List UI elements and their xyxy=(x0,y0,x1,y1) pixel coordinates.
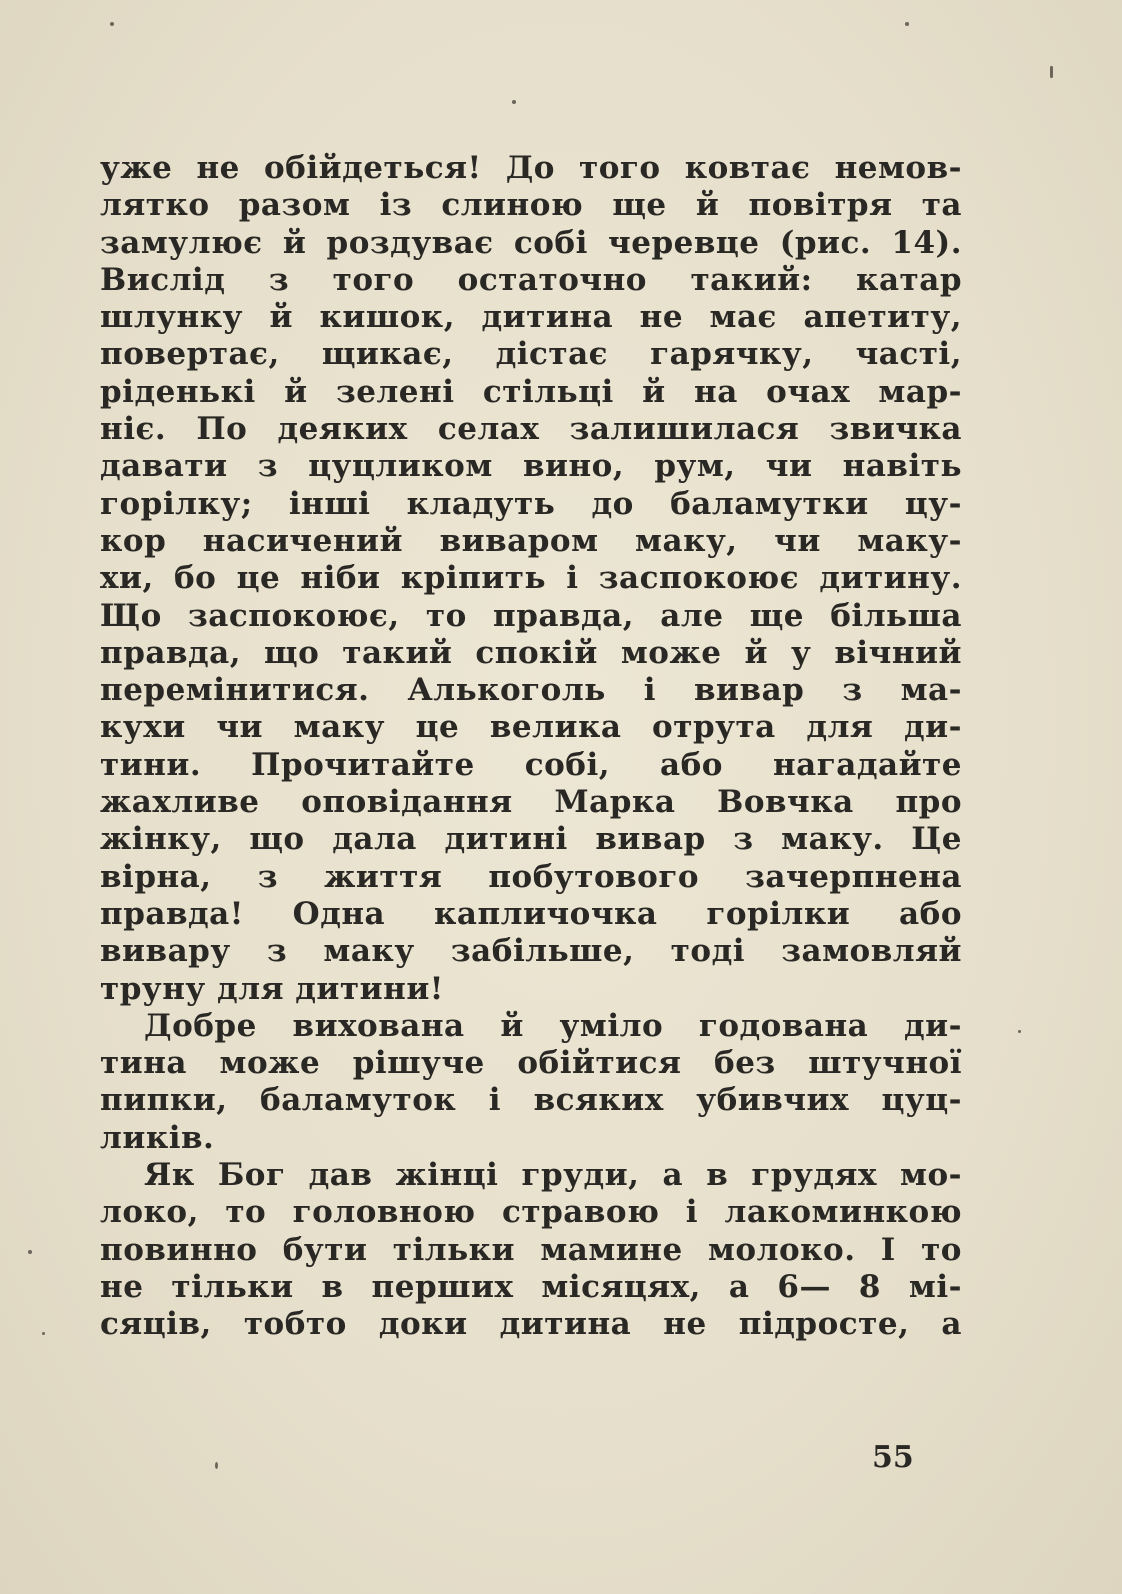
text-line: тина може рішуче обійтися без штучної xyxy=(100,1045,962,1082)
paper-speck xyxy=(110,22,114,26)
text-line: горілку; інші кладуть до баламутки цу- xyxy=(100,485,962,522)
paper-speck xyxy=(28,1250,32,1254)
text-line: ликів. xyxy=(100,1119,215,1156)
text-line: пипки, баламуток і всяких убивчих цуц- xyxy=(100,1082,962,1119)
page-number: 55 xyxy=(872,1440,914,1475)
body-text xyxy=(100,150,962,1344)
text-line: вірна, з життя побутового зачерпнена xyxy=(100,858,962,895)
text-line: повинно бути тільки мамине молоко. І то xyxy=(100,1231,962,1268)
text-line: уже не обійдеться! До того ковтає немов- xyxy=(100,150,962,186)
text-line: жінку, що дала дитині вивар з маку. Це xyxy=(100,821,962,858)
paragraph-start-line: Як Бог дав жінці груди, а в грудях мо- xyxy=(144,1157,962,1194)
text-line: Що заспокоює, то правда, але ще більша xyxy=(100,597,962,634)
text-line: замулює й роздуває собі черевце (рис. 14). xyxy=(100,224,962,261)
text-line: сяців, тобто доки дитина не підросте, а xyxy=(100,1306,962,1343)
paper-speck xyxy=(1018,1030,1021,1033)
text-line: не тільки в перших місяцях, а 6— 8 мі- xyxy=(100,1268,962,1305)
paper-speck xyxy=(42,1332,45,1335)
text-line: труну для дитини! xyxy=(100,970,444,1007)
paper-speck xyxy=(905,22,909,26)
text-line: Вислід з того остаточно такий: катар xyxy=(100,261,962,298)
text-line: ріденькі й зелені стільці й на очах мар- xyxy=(100,373,962,410)
text-line: давати з цуцликом вино, рум, чи навіть xyxy=(100,448,962,485)
text-line: кухи чи маку це велика отрута для ди- xyxy=(100,709,962,746)
paragraph-start-line: Добре вихована й уміло годована ди- xyxy=(144,1007,962,1044)
text-line: перемінитися. Алькоголь і вивар з ма- xyxy=(100,672,962,709)
text-line: кор насичений виваром маку, чи маку- xyxy=(100,522,962,559)
text-line: повертає, щикає, дістає гарячку, часті, xyxy=(100,336,962,373)
text-line: жахливе оповідання Марка Вовчка про xyxy=(100,784,962,821)
text-line: ніє. По деяких селах залишилася звичка xyxy=(100,411,962,448)
paper-speck xyxy=(512,100,516,104)
paper-speck xyxy=(215,1462,218,1469)
text-line: локо, то головною стравою і лакоминкою xyxy=(100,1194,962,1231)
text-line: вивару з маку забільше, тоді замовляй xyxy=(100,933,962,970)
text-line: лятко разом із слиною ще й повітря та xyxy=(100,187,962,224)
text-line: правда, що такий спокій може й у вічний xyxy=(100,634,962,671)
text-line: шлунку й кишок, дитина не має апетиту, xyxy=(100,299,962,336)
paper-speck xyxy=(1050,66,1053,78)
text-line: хи, бо це ніби кріпить і заспокоює дитину. xyxy=(100,560,962,597)
text-line: правда! Одна капличочка горілки або xyxy=(100,895,962,932)
text-line: тини. Прочитайте собі, або нагадайте xyxy=(100,746,962,783)
